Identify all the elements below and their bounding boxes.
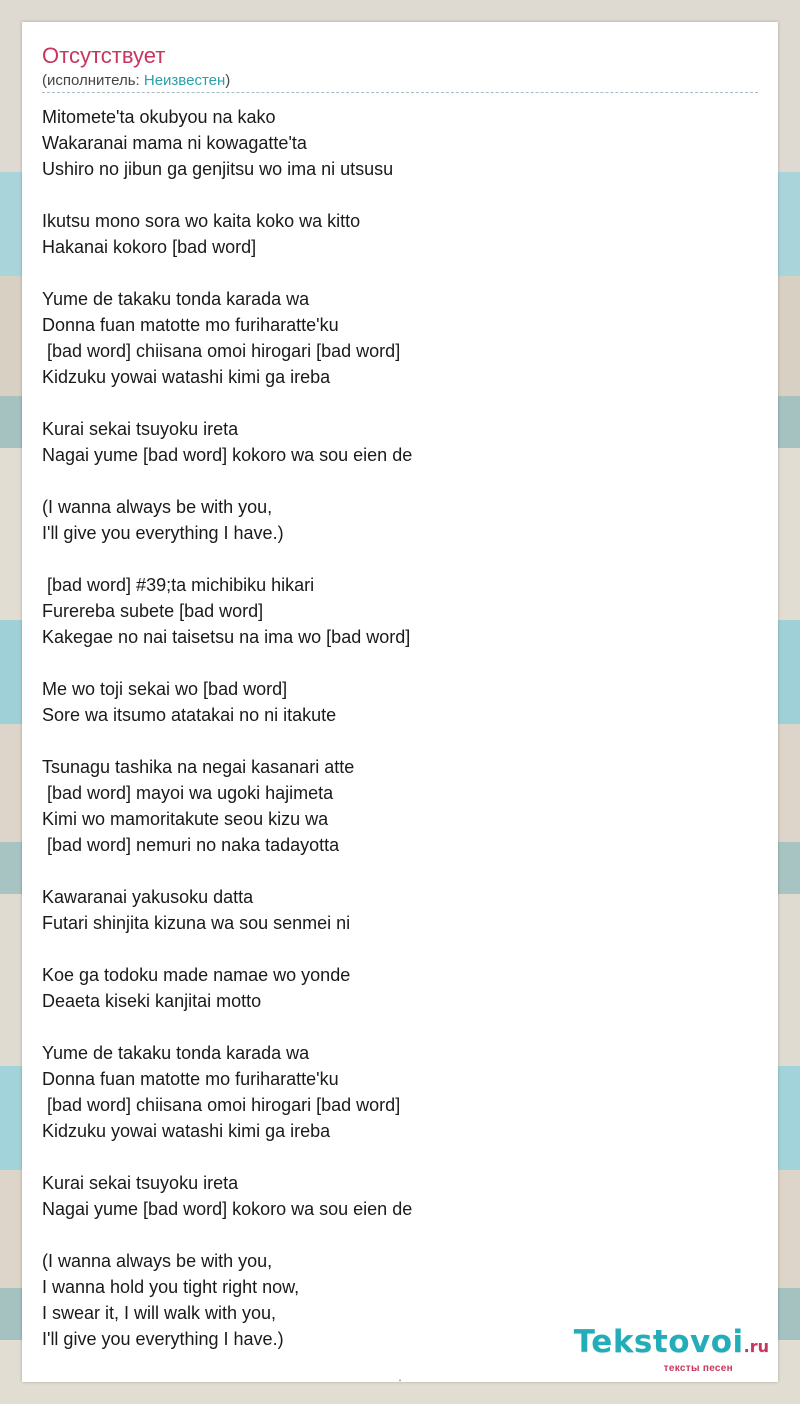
song-title: Отсутствует bbox=[42, 43, 166, 68]
lyric-line: I'll give you everything I have.) bbox=[42, 1329, 284, 1349]
logo-tld: .ru bbox=[743, 1337, 769, 1356]
lyric-line: Deaeta kiseki kanjitai motto bbox=[42, 991, 262, 1011]
stanza-gap bbox=[42, 936, 742, 962]
lyric-line: Kidzuku yowai watashi kimi ga ireba bbox=[42, 1121, 331, 1141]
logo-name: Tekstovoi bbox=[573, 1324, 744, 1360]
lyric-line: Kakegae no nai taisetsu na ima wo [bad word] bbox=[42, 627, 411, 647]
lyric-line: Kurai sekai tsuyoku ireta bbox=[42, 419, 239, 439]
lyric-line: [bad word] chiisana omoi hirogari [bad word] bbox=[42, 1095, 401, 1115]
lyrics-card bbox=[22, 22, 778, 1385]
dashed-divider bbox=[42, 92, 758, 93]
stanza-gap bbox=[42, 182, 742, 208]
lyric-line: Futari shinjita kizuna wa sou senmei ni bbox=[42, 913, 351, 933]
lyric-line: Furereba subete [bad word] bbox=[42, 601, 264, 621]
stanza-gap bbox=[42, 858, 742, 884]
stanza-gap bbox=[42, 390, 742, 416]
lyric-line: Yume de takaku tonda karada wa bbox=[42, 289, 310, 309]
stanza-gap bbox=[42, 1144, 742, 1170]
artist-prefix: (исполнитель: bbox=[42, 72, 144, 89]
lyric-line: Hakanai kokoro [bad word] bbox=[42, 237, 257, 257]
artist-suffix: ) bbox=[225, 72, 231, 89]
lyric-line: (I wanna always be with you, bbox=[42, 1251, 273, 1271]
stanza-gap bbox=[42, 650, 742, 676]
site-logo[interactable] bbox=[574, 1326, 769, 1374]
lyric-line: Sore wa itsumo atatakai no ni itakute bbox=[42, 705, 337, 725]
lyric-line: Me wo toji sekai wo [bad word] bbox=[42, 679, 288, 699]
stanza-gap bbox=[42, 546, 742, 572]
lyric-line: Donna fuan matotte mo furiharatte'ku bbox=[42, 315, 339, 335]
lyric-line: Kawaranai yakusoku datta bbox=[42, 887, 254, 907]
lyric-line: Nagai yume [bad word] kokoro wa sou eien de bbox=[42, 1199, 413, 1219]
lyric-line: [bad word] mayoi wa ugoki hajimeta bbox=[42, 783, 334, 803]
lyric-line: I wanna hold you tight right now, bbox=[42, 1277, 300, 1297]
lyric-line: Nagai yume [bad word] kokoro wa sou eien de bbox=[42, 445, 413, 465]
lyric-line: I'll give you everything I have.) bbox=[42, 523, 284, 543]
stanza-gap bbox=[42, 728, 742, 754]
lyric-line: Koe ga todoku made namae wo yonde bbox=[42, 965, 351, 985]
logo-tagline: тексты песен bbox=[663, 1363, 733, 1374]
lyric-line: (I wanna always be with you, bbox=[42, 497, 273, 517]
lyric-line: Ushiro no jibun ga genjitsu wo ima ni utsusu bbox=[42, 159, 394, 179]
lyric-line: I swear it, I will walk with you, bbox=[42, 1303, 277, 1323]
lyric-line: Yume de takaku tonda karada wa bbox=[42, 1043, 310, 1063]
lyric-line: [bad word] chiisana omoi hirogari [bad word] bbox=[42, 341, 401, 361]
lyric-line: Kurai sekai tsuyoku ireta bbox=[42, 1173, 239, 1193]
logo-wordmark bbox=[574, 1326, 769, 1363]
stanza-gap bbox=[42, 468, 742, 494]
artist-link[interactable]: Неизвестен bbox=[143, 72, 226, 89]
lyric-line: Donna fuan matotte mo furiharatte'ku bbox=[42, 1069, 339, 1089]
stanza-gap bbox=[42, 1222, 742, 1248]
stanza-gap bbox=[42, 1014, 742, 1040]
bottom-mark: • bbox=[398, 1376, 402, 1385]
lyric-line: Kimi wo mamoritakute seou kizu wa bbox=[42, 809, 329, 829]
lyric-line: [bad word] #39;ta michibiku hikari bbox=[42, 575, 315, 595]
lyric-line: Mitomete'ta okubyou na kako bbox=[42, 107, 276, 127]
lyric-line: Ikutsu mono sora wo kaita koko wa kitto bbox=[42, 211, 361, 231]
artist-line bbox=[42, 72, 230, 90]
stanza-gap bbox=[42, 260, 742, 286]
lyric-line: Kidzuku yowai watashi kimi ga ireba bbox=[42, 367, 331, 387]
lyrics-text bbox=[42, 104, 742, 1352]
lyric-line: Wakaranai mama ni kowagatte'ta bbox=[42, 133, 307, 153]
lyric-line: [bad word] nemuri no naka tadayotta bbox=[42, 835, 340, 855]
lyric-line: Tsunagu tashika na negai kasanari atte bbox=[42, 757, 355, 777]
